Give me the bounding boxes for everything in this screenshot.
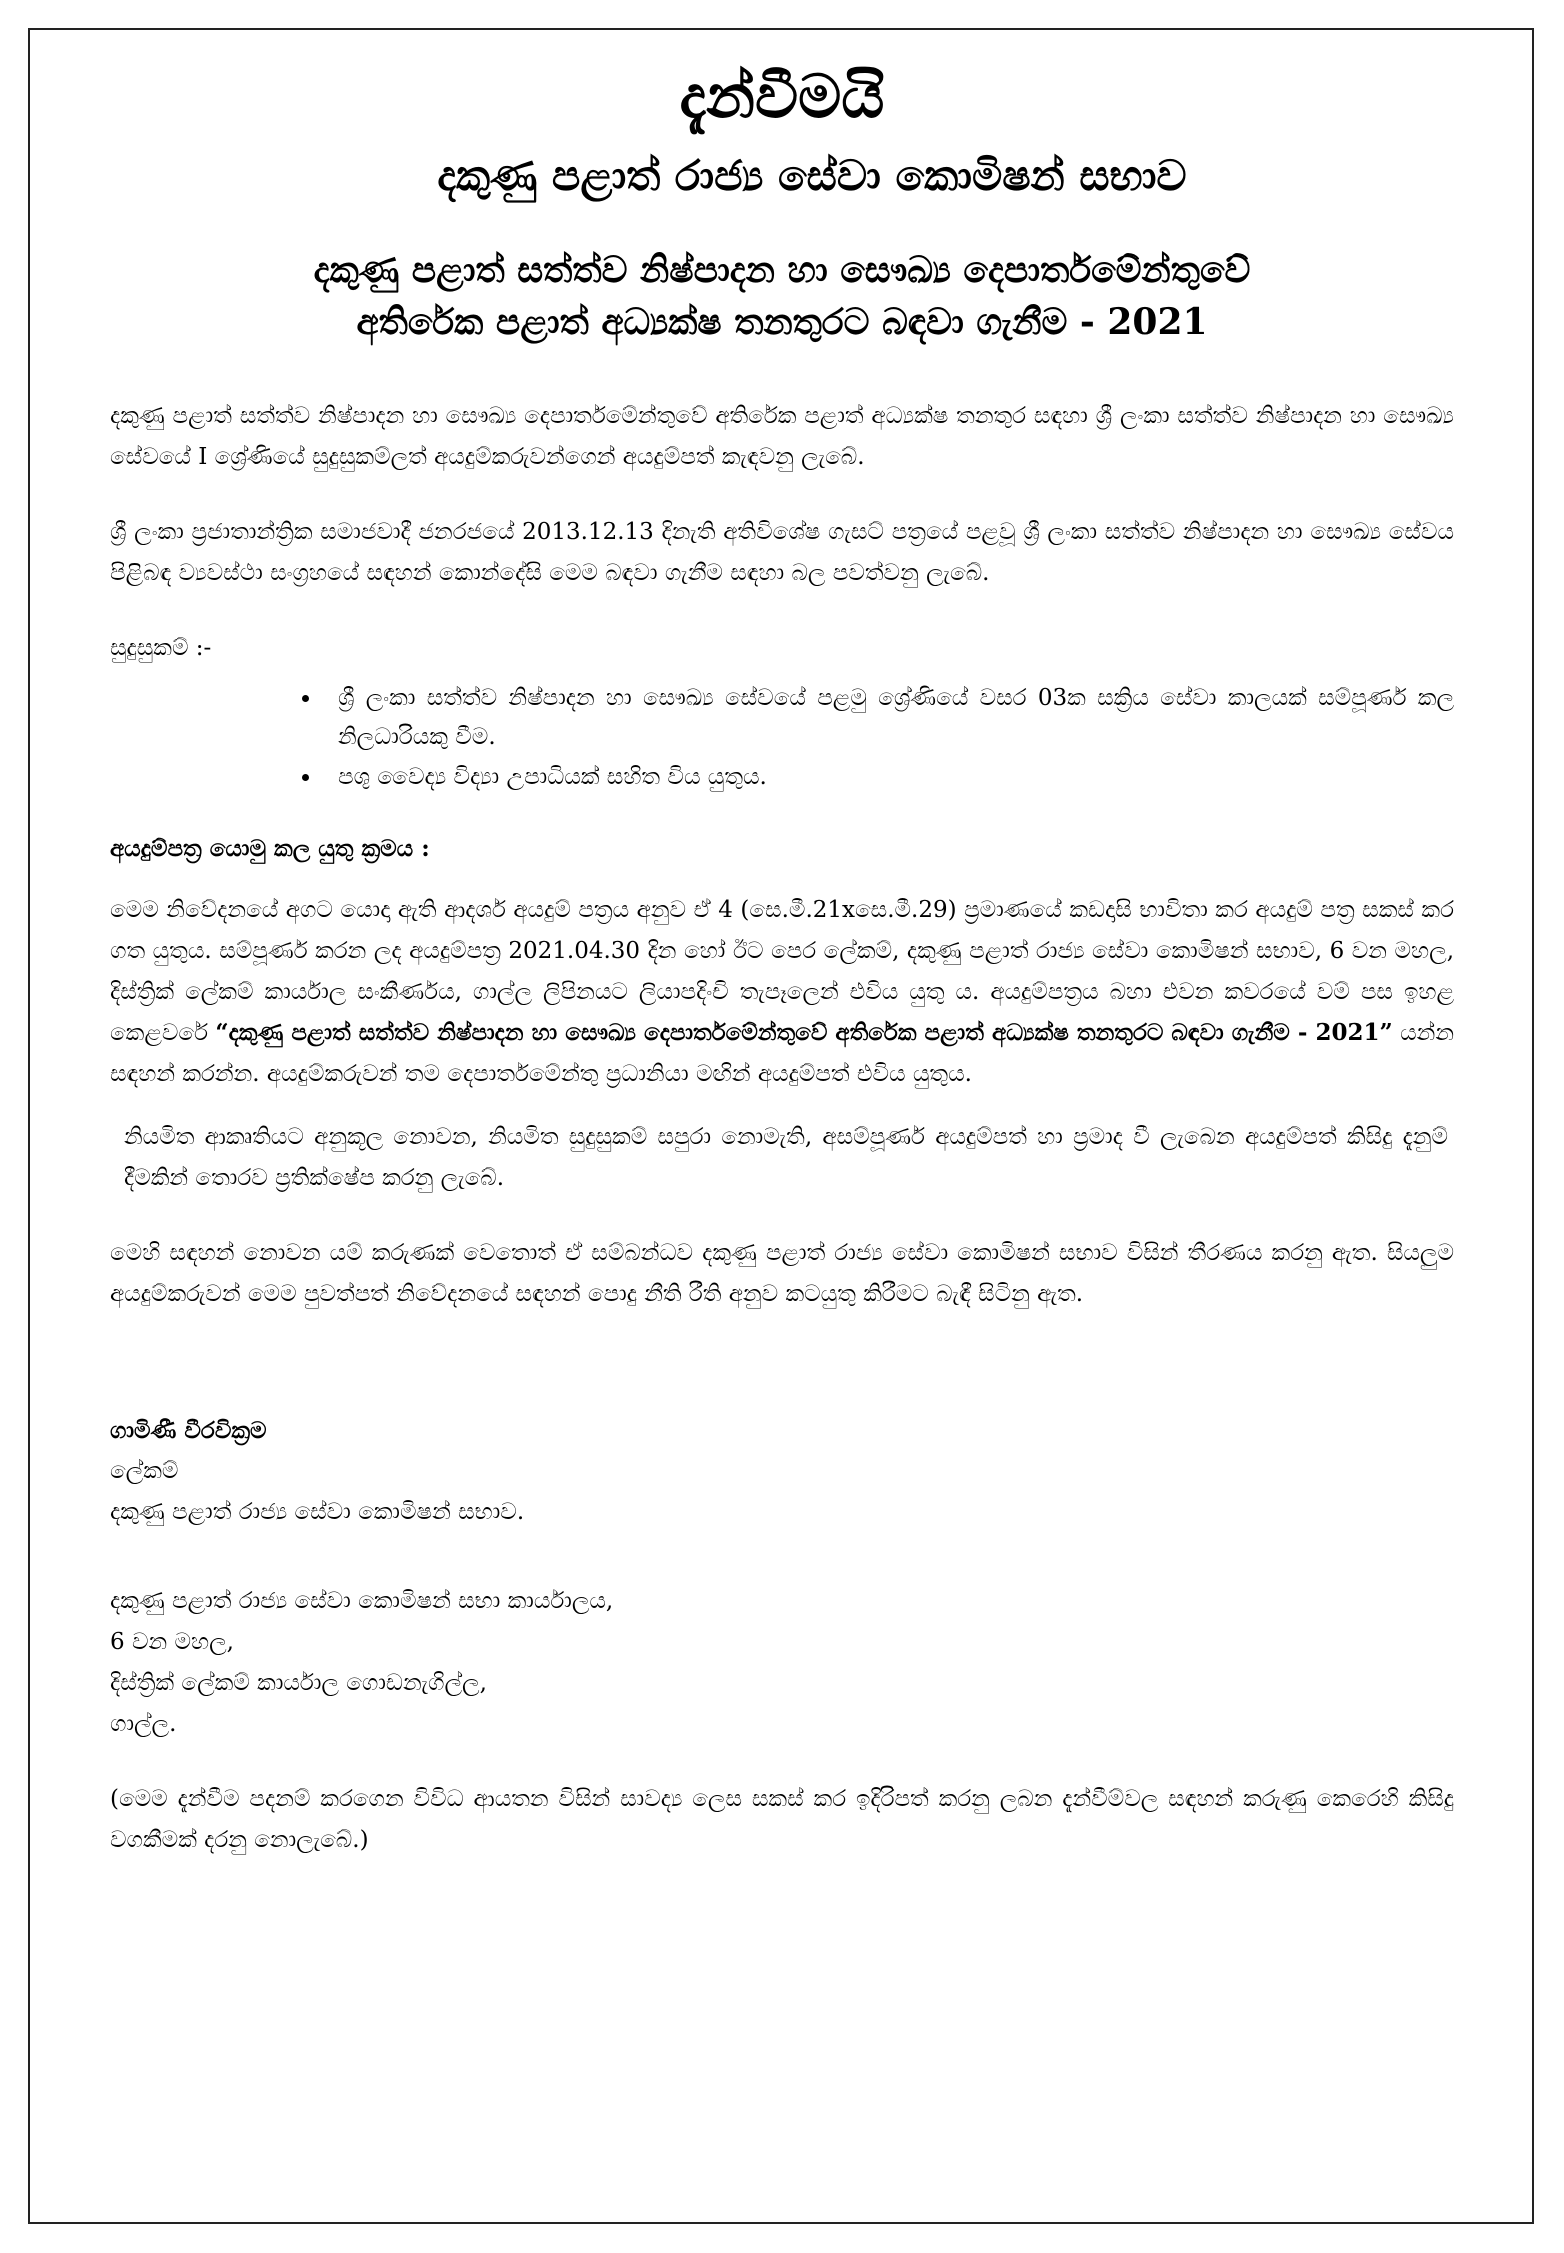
recruitment-title-line2: අතිරේක පළාත් අධ්‍යක්ෂ තනතුරට බඳවා ගැනීම - 2021 (356, 300, 1208, 343)
qualifications-label: සුදුසුකම් :- (110, 634, 212, 661)
recruitment-title-line1: දකුණු පළාත් සත්ත්ව නිෂ්පාදන හා සෞඛ්‍ය දෙපාර්තමේන්තුවේ (313, 248, 1251, 291)
rejection-paragraph: නියමිත ආකෘතියට අනුකූල නොවන, නියමිත සුදුසුකම් සපුරා නොමැති, අසම්පූර්ණ අයදුම්පත් හා ප්‍රමාද වී ලැබෙන අයදුම්පත් කිසිදු දැනුම් දීමකින් තොරව ප්‍රතික්ෂේප කරනු ලැබේ. (124, 1123, 1448, 1191)
signatory-organization: දකුණු පළාත් රාජ්‍ය සේවා කොමිෂන් සභාව. (110, 1499, 525, 1526)
qualifications-list (110, 679, 1454, 798)
decision-paragraph: මෙහි සඳහන් නොවන යම් කරුණක් වෙතොත් ඒ සම්බන්ධව දකුණු පළාත් රාජ්‍ය සේවා කොමිෂන් සභාව විසින් තීරණය කරනු ඇත. සියලුම අයදුම්කරුවන් මෙම පුවත්පත් නිවේදනයේ සඳහන් පොදු නීති රීති අනුව කටයුතු කිරීමට බැඳී සිටිනු ඇත. (110, 1239, 1454, 1307)
signatory-name: ගාමිණී වීරවික්‍රම (110, 1416, 267, 1444)
recruitment-title (110, 244, 1454, 348)
signatory-designation: ලේකම් (110, 1458, 179, 1485)
method-text-end: යන්න සඳහන් කරන්න. අයදුම්කරුවන් තම දෙපාර්තමේන්තු ප්‍රධානියා මඟින් අයදුම්පත් එවිය යුතුය. (110, 1019, 1454, 1087)
method-heading: අයදුම්පත්‍ර යොමු කල යුතු ක්‍රමය : (110, 835, 430, 863)
method-text-start: මෙම නිවේදනයේ අගට යොදා ඇති ආදර්ශ අයදුම් පත්‍රය අනුව ඒ 4 (සෙ.මී.21xසෙ.මී.29) ප්‍රමාණයේ කඩදාසි භාවිතා කර අයදුම් පත්‍ර සකස් කර ගත යුතුය. සම්පූර්ණ කරන ලද අයදුම්පත්‍ර 2021.04.30 දින හෝ ඊට පෙර ලේකම්, දකුණු පළාත් රාජ්‍ය සේවා කොමිෂන් සභාව, 6 වන මහල, දිස්ත්‍රික් ලේකම් කාර්යාල සංකීර්ණය, ගාල්ල ලිපිනයට ලියාපදිංචි තැපෑලෙන් එවිය යුතු ය. අයදුම්පත්‍රය බහා එවන කවරයේ වම් පස ඉහළ කෙළවරේ (110, 897, 1454, 1046)
address-line: ගාල්ල. (110, 1711, 177, 1738)
notice-document (110, 60, 1454, 1861)
list-item: • ශ්‍රී ලංකා සත්ත්ව නිෂ්පාදන හා සෞඛ්‍ය සේවයේ පළමු ශ්‍රේණියේ වසර 03ක සක්‍රිය සේවා කාලයක් සම්පූර්ණ කල නිලධාරියකු වීම. (322, 679, 1454, 758)
intro-paragraph: දකුණු පළාත් සත්ත්ව නිෂ්පාදන හා සෞඛ්‍ය දෙපාර්තමේන්තුවේ අතිරේක පළාත් අධ්‍යක්ෂ තනතුර සඳහා ශ්‍රී ලංකා සත්ත්ව නිෂ්පාදන හා සෞඛ්‍ය සේවයේ I ශ්‍රේණියේ සුදුසුකම්ලත් අයදුම්කරුවන්ගෙන් අයදුම්පත් කැඳවනු ලැබේ. (110, 402, 1454, 470)
gazette-paragraph: ශ්‍රී ලංකා ප්‍රජාතාන්ත්‍රික සමාජවාදී ජනරජයේ 2013.12.13 දිනැති අතිවිශේෂ ගැසට් පත්‍රයේ පළවූ ශ්‍රී ලංකා සත්ත්ව නිෂ්පාදන හා සෞඛ්‍ය සේවය පිළිබඳ ව්‍යවස්ථා සංග්‍රහයේ සඳහන් කොන්දේසි මෙම බඳවා ගැනීම සඳහා බල පවත්වනු ලැබේ. (110, 518, 1454, 586)
address-line: දකුණු පළාත් රාජ්‍ය සේවා කොමිෂන් සභා කාර්යාලය, (110, 1588, 614, 1615)
address-line: දිස්ත්‍රික් ලේකම් කාර්යාල ගොඩනැගිල්ල, (110, 1670, 487, 1697)
notice-title: දැන්වීමයි (679, 62, 885, 132)
signature-block (110, 1411, 1454, 1534)
address-line: 6 වන මහල, (110, 1629, 234, 1656)
organization-title: දකුණු පළාත් රාජ්‍ය සේවා කොමිෂන් සභාව (437, 151, 1187, 200)
disclaimer: (මෙම දැන්වීම පදනම් කරගෙන විවිධ ආයතන විසින් සාවද්‍ය ලෙස සකස් කර ඉදිරිපත් කරනු ලබන දැන්වීම්වල සඳහන් කරුණු කෙරෙහි කිසිදු වගකීමක් දරනු නොලැබේ.) (110, 1786, 1454, 1854)
method-paragraph (110, 890, 1454, 1095)
envelope-heading: “දකුණු පළාත් සත්ත්ව නිෂ්පාදන හා සෞඛ්‍ය දෙපාර්තමේන්තුවේ අතිරේක පළාත් අධ්‍යක්ෂ තනතුරට බඳවා ගැනීම - 2021” (215, 1018, 1393, 1046)
list-item: • පශු වෛද්‍ය විද්‍යා උපාධියක් සහිත විය යුතුය. (322, 758, 1454, 798)
address-block (110, 1581, 1454, 1745)
